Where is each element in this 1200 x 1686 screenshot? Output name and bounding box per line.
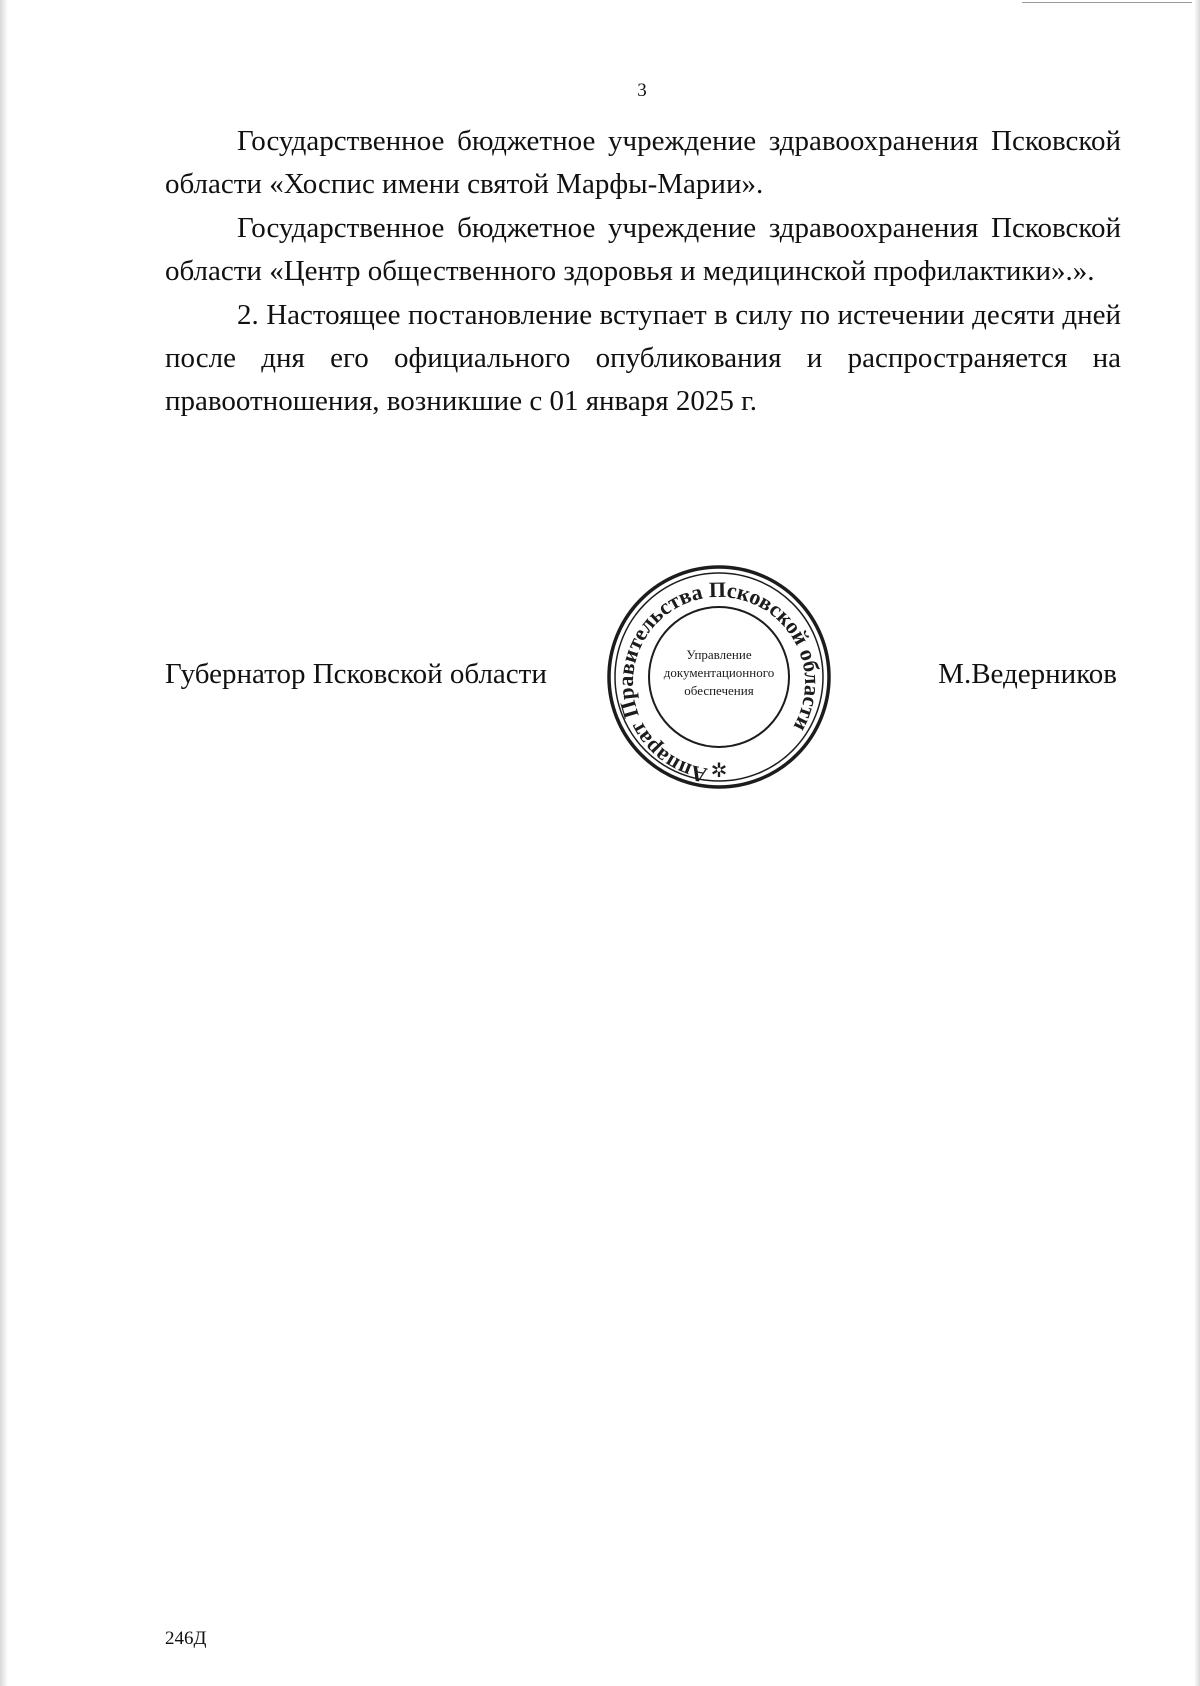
document-body bbox=[165, 120, 1121, 424]
seal-center-line3: обеспечения bbox=[684, 683, 754, 698]
seal-center-line1: Управление bbox=[686, 647, 752, 662]
signatory-name: М.Ведерников bbox=[938, 658, 1117, 690]
official-seal-stamp bbox=[603, 563, 835, 791]
paragraph-health-center: Государственное бюджетное учреждение здравоохранения Псковской области «Центр общественного здоровья и медицинской профилактики».». bbox=[165, 212, 1121, 287]
document-code: 246Д bbox=[165, 1628, 207, 1649]
scan-edge-right bbox=[1194, 0, 1200, 1686]
seal-ring-text: Аппарат Правительства Псковской области bbox=[612, 576, 826, 789]
page-number: 3 bbox=[637, 80, 647, 101]
seal-center-line2: документационного bbox=[663, 665, 775, 680]
paragraph-hospice: Государственное бюджетное учреждение здравоохранения Псковской области «Хоспис имени святой Марфы-Марии». bbox=[165, 125, 1121, 200]
signatory-position: Губернатор Псковской области bbox=[165, 658, 547, 690]
scan-edge-top-line bbox=[1022, 2, 1192, 3]
seal-star-icon: ✲ bbox=[710, 758, 728, 782]
seal-graphic bbox=[603, 563, 835, 791]
scan-edge-left bbox=[0, 0, 8, 1686]
paragraph-effective-date: 2. Настоящее постановление вступает в силу по истечении десяти дней после дня его официального опубликования и распространяется на правоотношения, возникшие с 01 января 2025 г. bbox=[165, 299, 1121, 417]
